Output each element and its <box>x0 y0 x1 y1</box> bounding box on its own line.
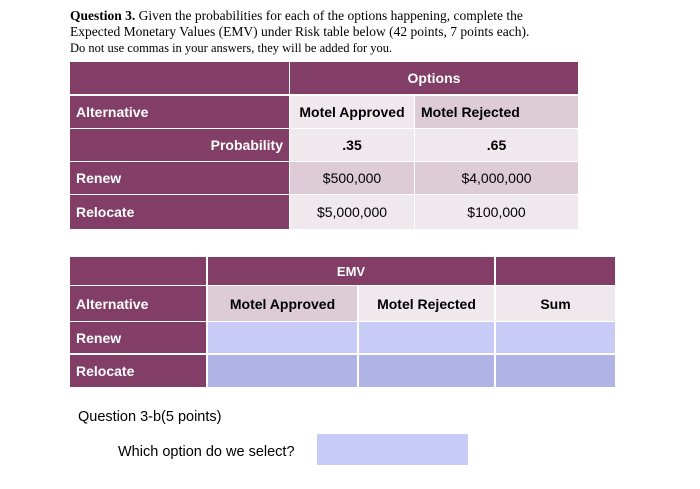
table1-options-header: Options <box>290 62 578 94</box>
table1-corner-cell <box>70 62 289 94</box>
select-option-prompt: Which option do we select? <box>118 444 295 460</box>
table1-probability-label: Probability <box>70 129 289 161</box>
table2-col-sum: Sum <box>496 286 615 321</box>
table2-col-motel-rejected: Motel Rejected <box>359 286 494 321</box>
renew-approved-emv-input[interactable] <box>208 322 357 353</box>
table1-renew-approved: $500,000 <box>290 162 414 194</box>
table2-corner-cell <box>70 257 206 285</box>
question-text <box>70 8 630 56</box>
renew-rejected-emv-input[interactable] <box>359 322 494 353</box>
renew-sum-input[interactable] <box>496 322 615 353</box>
table1-relocate-approved: $5,000,000 <box>290 195 414 229</box>
table2-emv-header: EMV <box>208 257 494 285</box>
table1-prob-approved: .35 <box>290 129 414 161</box>
selected-option-input[interactable] <box>317 434 468 465</box>
table1-row-renew: Renew <box>70 162 289 194</box>
table2-alternative-label: Alternative <box>70 286 206 321</box>
table2-row-relocate: Relocate <box>70 355 206 387</box>
question-label: Question 3. <box>70 8 136 23</box>
table1-renew-rejected: $4,000,000 <box>415 162 578 194</box>
table1-row-relocate: Relocate <box>70 195 289 229</box>
question-line-2: Expected Monetary Values (EMV) under Risk table below (42 points, 7 points each). <box>70 24 530 39</box>
table1-alternative-label: Alternative <box>70 96 289 128</box>
table2-col-motel-approved: Motel Approved <box>208 286 357 321</box>
relocate-approved-emv-input[interactable] <box>208 355 357 387</box>
relocate-sum-input[interactable] <box>496 355 615 387</box>
table1-prob-rejected: .65 <box>415 129 578 161</box>
table2-row-renew: Renew <box>70 322 206 353</box>
relocate-rejected-emv-input[interactable] <box>359 355 494 387</box>
table1-col-motel-approved: Motel Approved <box>290 96 414 128</box>
table1-col-motel-rejected: Motel Rejected <box>415 96 578 128</box>
part-b-title: Question 3-b(5 points) <box>78 409 222 425</box>
table2-sum-header-blank <box>496 257 615 285</box>
question-line-1: Given the probabilities for each of the options happening, complete the <box>135 8 523 23</box>
table1-relocate-rejected: $100,000 <box>415 195 578 229</box>
question-line-3: Do not use commas in your answers, they will be added for you. <box>70 41 393 55</box>
